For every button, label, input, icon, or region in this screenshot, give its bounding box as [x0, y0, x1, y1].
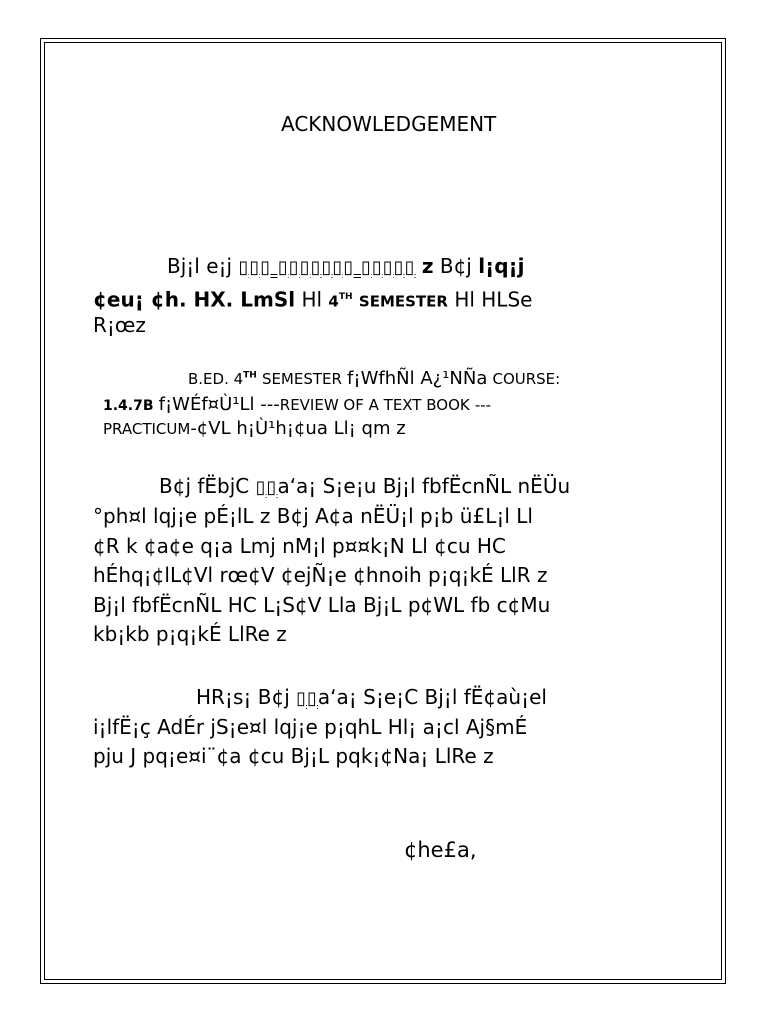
- text-run: a‘a¡ S¡e¡C Bj¡l fË¢aù¡el: [317, 685, 547, 709]
- principal-line-3: pju J pq¡e¤i¨¢a ¢cu Bj¡L pqk¡¢Na¡ LlRe z: [93, 744, 494, 768]
- thanks-line-5: Bj¡l fbfËcnÑL HC L¡S¢V Lla Bj¡L p¢WL fb c¢Mu: [93, 593, 551, 617]
- text-run: COURSE:: [492, 370, 561, 388]
- course-line-1: [188, 368, 560, 389]
- missing-glyph-run: ▯▯: [255, 477, 278, 498]
- signature-closing: ¢he£a,: [404, 838, 477, 862]
- text-run: Bj¡l e¡j: [167, 254, 233, 278]
- text-run: B¢j fËbjC: [159, 474, 250, 498]
- superscript: TH: [243, 370, 257, 381]
- text-run: B.ED. 4: [188, 370, 244, 388]
- text-run: l¡q¡j: [478, 254, 525, 278]
- text-run: 4: [328, 292, 339, 311]
- text-run: Hl: [301, 287, 323, 312]
- thanks-line-1: [159, 474, 570, 498]
- principal-line-2: i¡lfË¡ç AdÉr jS¡e¤l lqj¡e p¡qhL Hl¡ a¡cl Aj§mÉ: [93, 715, 528, 739]
- text-run: f¡WÉf¤Ù¹Ll ---: [158, 394, 280, 415]
- missing-glyph-run: ▯▯: [296, 688, 318, 709]
- intro-line-3: R¡œz: [93, 313, 146, 337]
- text-run: ¢eu¡ ¢h. HX. LmSl: [93, 287, 296, 312]
- text-run: SEMESTER: [358, 292, 448, 311]
- text-run: B¢j: [439, 254, 472, 278]
- course-line-3: [103, 418, 406, 439]
- text-run: z: [421, 254, 434, 278]
- text-run: HR¡s¡ B¢j: [196, 685, 290, 709]
- text-run: -¢VL h¡Ù¹h¡¢ua Ll¡ qm z: [190, 418, 406, 439]
- superscript: TH: [338, 292, 353, 302]
- principal-line-1: [196, 685, 547, 709]
- text-run: PRACTICUM: [103, 420, 191, 438]
- thanks-line-4: hÉhq¡¢lL¢Vl rœ¢V ¢ejÑ¡e ¢hnoih p¡q¡kÉ LlR z: [93, 563, 548, 587]
- text-run: ---: [474, 396, 492, 414]
- course-line-2: [103, 394, 491, 415]
- text-run: REVIEW OF A TEXT BOOK: [279, 396, 470, 414]
- text-run: 1.4.7B: [103, 398, 154, 414]
- text-run: Hl HLSe: [454, 287, 533, 312]
- thanks-line-6: kb¡kb p¡q¡kÉ LlRe z: [93, 622, 287, 646]
- page-title: ACKNOWLEDGEMENT: [281, 112, 497, 136]
- intro-line-2: [93, 282, 532, 317]
- text-run: f¡WfhÑl A¿¹NÑa: [347, 368, 488, 389]
- thanks-line-3: ¢R k ¢a¢e q¡a Lmj nM¡l p¤¤k¡N Ll ¢cu HC: [93, 534, 506, 558]
- intro-line-1: [167, 251, 525, 283]
- text-run: SEMESTER: [261, 370, 342, 388]
- text-run: a‘a¡ S¡e¡u Bj¡l fbfËcnÑL nËÜu: [277, 474, 571, 498]
- missing-glyph-run: ▯▯▯ ▯▯▯▯▯▯▯ ▯▯▯▯▯: [238, 257, 416, 278]
- thanks-line-2: °ph¤l lqj¡e pÉ¡lL z B¢j A¢a nËÜ¡l p¡b ü£L¡l Ll: [93, 504, 533, 528]
